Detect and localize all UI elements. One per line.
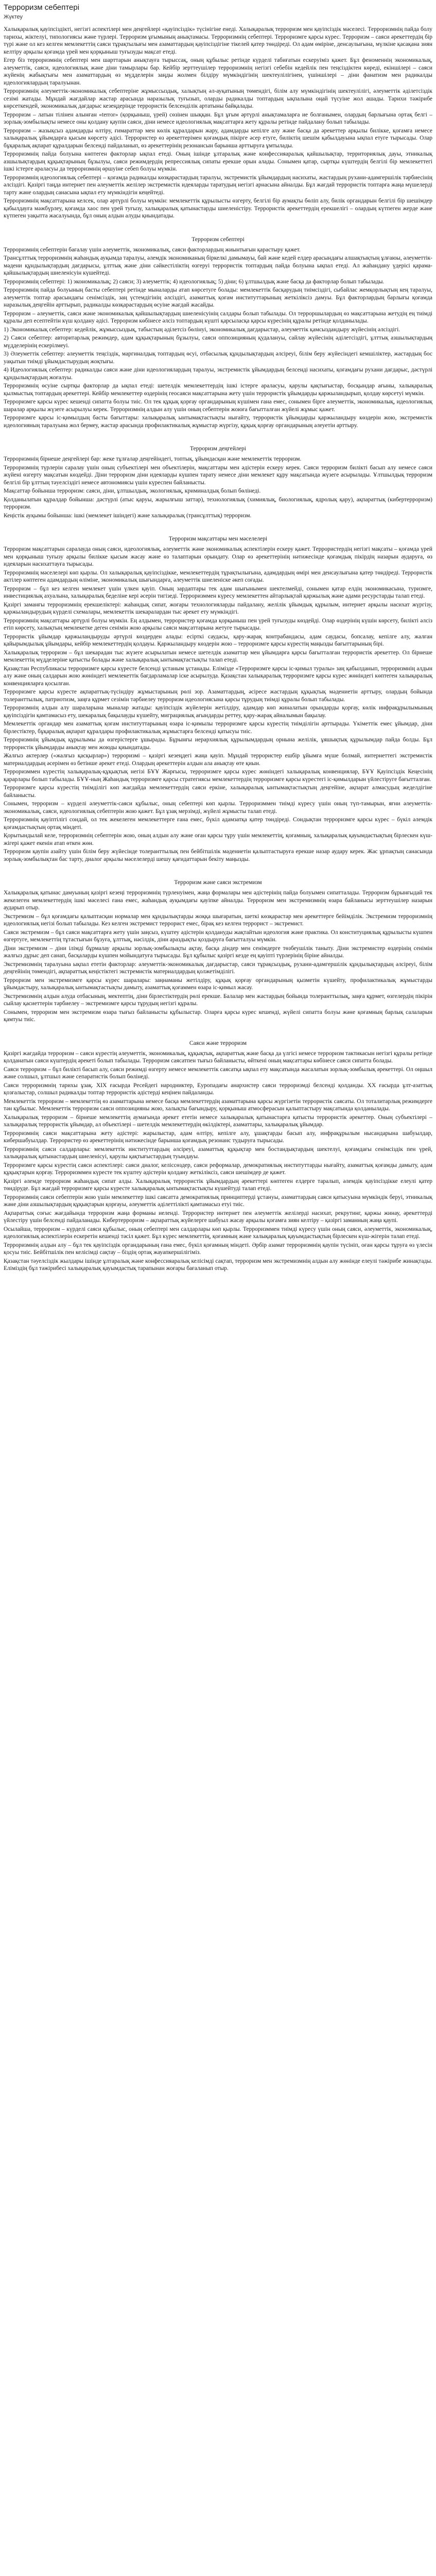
paragraph: Кеңістік ауқымы бойынша: ішкі (мемлекет ішіндегі) және халықаралық (трансұлттық) терроризм. bbox=[4, 512, 252, 519]
section-heading: Терроризм және саяси экстремизм bbox=[174, 879, 262, 886]
paragraph: Жалғыз актерлер («жалғыз қасқырлар») терроризмі – қазіргі кезеңдегі жаңа қауіп. Мұндай террористер ешбір ұйымға мүше болмай, интернеттегі экстремистік материалдардың әсерімен өз бетінше әрекет етеді. Олардың әрекеттерін алдын ала анықтау өте қиын. bbox=[4, 753, 432, 767]
paragraph: Терроризмнің идеологиялық себептері – қоғамда радикалды көзқарастардың таралуы, экстремистік ұйымдардың насихаты, жастардың рухани-адамгершілік тәрбиесінің әлсіздігі. Қазіргі таңда интернет пен әлеуметтік желілер экстремистік идеяларды таратудың негізгі арнасына айналды. Бұл жағдай террористік топтарға жаңа мүшелерді тарту және олардың санасына ықпал ету мүмкіндігін кеңейтеді. bbox=[4, 174, 432, 196]
paragraph: 4) Идеологиялық себептер: радикалды саяси және діни идеологиялардың таралуы, экстремистік ұйымдардың белсенді насихаты, қоғамдағы рухани дағдарыс, дәстүрлі құндылықтардың жоғалуы. bbox=[4, 367, 432, 381]
paragraph: Терроризмнің өсуіне сыртқы факторлар да ықпал етеді: шетелдік мемлекеттердің ішкі істерге араласуы, қарулы қақтығыстар, босқындар ағыны, халықаралық қылмыстық топтардың әрекеттері. Кейбір мемлекеттер өздерінің геосаяси мақсаттарына жету үшін террористік ұйымдарды қаржыландырып, қолдау көрсетуі мүмкін. bbox=[4, 383, 432, 397]
document-section bbox=[4, 1039, 432, 1273]
paragraph: Халықаралық қатынас дамуының қазіргі кезеңі терроризмнің түрленуімен, жаңа формалары мен әдістерінің пайда болуымен сипатталады. Терроризм бұрынғыдай тек жекелеген мемлекеттердің ішкі мәселесі ғана емес, жаһандық ауқымдағы қауіпке айналды. Терроризм мен экстремизмнің өзара байланысы зерттеушілер назарын аударып отыр. bbox=[4, 890, 432, 911]
paragraph: Халықаралық қауіпсіздікті, негізгі аспектілері мен деңгейлері «қауіпсіздік» түсінігіне енеді. Халықаралық терроризм мен қауіпсіздік мәселесі. Терроризмнің пайда болу тарихы, жіктелуі, типологиясы және түрлері. Терроризм ұғымының анықтамасы. Терроризмнің себептері. Терроризмге қарсы күрес. Терроризм – саяси әрекеттердің бір түрі және ол кез келген мемлекеттің саяси тұрақтылығы мен азаматтардың қауіпсіздігіне тікелей қатер төндіреді. Ол адам өміріне, денсаулығына, мүлкіне қасақана зиян келтіру арқылы қоғамда үрей мен қорқыныш туғызуды мақсат етеді. bbox=[4, 26, 432, 55]
section-heading: Саяси және терроризм bbox=[189, 1039, 247, 1046]
paragraph: Терроризмнің мақсаттары әртүрлі болуы мүмкін. Ең алдымен, террористер қоғамда қорқыныш пен үрей туғызуды көздейді. Олар өздерінің күшін көрсету, билікті әлсіз етіп көрсету, халықтың мемлекетке деген сенімін жою арқылы саяси мақсаттарына жетуге тырысады. bbox=[4, 617, 432, 631]
paragraph: Терроризмнің саяси салдарлары: мемлекеттік институттардың әлсіреуі, азаматтық құқықтар мен бостандықтардың шектелуі, қоғамдағы сенімсіздік пен үрей, халықаралық қатынастардың шиеленісуі, қарулы қақтығыстардың туындауы. bbox=[4, 1146, 432, 1160]
paragraph: Терроризмнің саяси мақсаттарына жету әдістері: жарылыстар, адам өлтіру, кепілге алу, ұшақтарды басып алу, инфрақұрылым нысандарына шабуылдар, кибершабуылдар. Террористер өз әрекеттерінің нәтижесінде барынша қоғамдық резонанс тудыруға тырысады. bbox=[4, 1130, 432, 1144]
paragraph: Терроризм – латын тілінен алынған «terror» (қорқыныш, үрей) сөзінен шыққан. Бұл ұғым әртүрлі анықтамаларға ие болғанымен, олардың барлығына ортақ белгі – зорлық-зомбылықты немесе оны қолдану қаупін саяси, діни немесе идеологиялық мақсаттарға жету құралы ретінде пайдалану болып табылады. bbox=[4, 111, 432, 125]
paragraph: Терроризмнің мәселелері көп қырлы. Ол халықаралық қауіпсіздікке, мемлекеттердің тұрақтылығына, адамдардың өмірі мен денсаулығына қатер төндіреді. Террористік актілер көптеген адамдардың өліміне, экономикалық шығындарға, әлеуметтік шиеленіске әкеп соғады. bbox=[4, 569, 432, 583]
document-section bbox=[4, 26, 432, 220]
paragraph: Қазақстан Республикасы терроризмге қарсы күресте белсенді ұстаным ұстанады. Елімізде «Терроризмге қарсы іс-қимыл туралы» заң қабылданып, терроризмнің алдын алу және оның салдарын жою жөніндегі мемлекеттік бағдарламалар іске асырылуда. Қазақстан халықаралық терроризмге қарсы күрес жөніндегі көптеген халықаралық конвенцияларға қосылған. bbox=[4, 665, 432, 687]
paragraph: Экстремизмнің алдын алуда отбасының, мектептің, діни бірлестіктердің рөлі ерекше. Балалар мен жастардың бойында толеранттылық, заңға құрмет, өзгелердің пікірін сыйлау қасиеттерін тәрбиелеу – экстремизмге қарсы тұрудың негізгі құралы. bbox=[4, 993, 432, 1007]
paragraph: Саяси терроризм – бұл билікті басып алу, саяси режимді өзгерту немесе мемлекеттік саясатқа ықпал ету мақсатында жасалатын зорлық-зомбылық әрекеттері. Ол оңшыл және солшыл, ұлтшыл және сепаратистік болып бөлінеді. bbox=[4, 1066, 432, 1080]
document-section bbox=[4, 878, 432, 1024]
paragraph: Терроризм қаупін азайту үшін білім беру жүйесінде толеранттылық пен бейбітшілік мәдениетін қалыптастыруға ерекше назар аудару керек. Жас ұрпақтың санасында зорлық-зомбылықтан бас тарту, диалог арқылы мәселелерді шешу қағидаттарын бекіту маңызды. bbox=[4, 849, 432, 862]
paragraph: Ақпараттық соғыс жағдайында терроризм жаңа форманы иеленді. Террористер интернет пен әлеуметтік желілерді насихат, рекрутинг, қаржы жинау, әрекеттерді үйлестіру үшін белсенді пайдаланады. Кибертерроризм – ақпараттық жүйелерге шабуыл жасау арқылы қоғамға зиян келтіру – қазіргі заманның жаңа қаупі. bbox=[4, 1210, 432, 1224]
paragraph: Қазіргі жағдайда терроризм – саяси күрестің әлеуметтік, экономикалық, құқықтық, ақпараттық және басқа да үлгісі немесе терроризм тактикасын негізгі құралы ретінде қолданатын саяси күштердің әрекеті болып табылады. Терроризм саясатпен тығыз байланысты, өйткені оның мақсаттары көбінесе саяси сипатта болады. bbox=[4, 1050, 432, 1064]
paragraph: Діни экстремизм – діни ілімді бұрмалау арқылы зорлық-зомбылықты ақтау, басқа діндер мен сенімдерге төзбеушілік таныту. Діни экстремистер өздерінің сенімін жалғыз дұрыс деп санап, басқаларды күшпен мойындатуға тырысады. Бұл құбылыс қазіргі кезде ең қауіпті түрлерінің біріне айналды. bbox=[4, 945, 432, 959]
paragraph: Террористік ұйымдар қаржыландыруды әртүрлі көздерден алады: есірткі саудасы, қару-жарақ контрабандасы, адам саудасы, бопсалау, кепілге алу, жалған қайырымдылық ұйымдары, кейбір мемлекеттердің қолдауы. Қаржыландыру көздерін жою – терроризмге қарсы күрестің маңызды бағыттарының бірі. bbox=[4, 633, 432, 647]
paragraph: Терроризмнің алдын алу – бұл тек қауіпсіздік органдарының ғана емес, бүкіл қоғамның міндеті. Әрбір азамат терроризмнің қаупін түсініп, оған қарсы тұруға өз үлесін қосуы тиіс. Бейбітшілік пен келісімді сақтау – біздің ортақ жауапкершілігіміз. bbox=[4, 1242, 432, 1256]
paragraph: Экстремизмнің таралуына ықпал ететін факторлар: әлеуметтік-экономикалық дағдарыстар, саяси тұрақсыздық, рухани-адамгершілік құндылықтардың әлсіреуі, білім деңгейінің төмендігі, ақпараттық кеңістіктегі экстремистік материалдардың қолжетімділігі. bbox=[4, 961, 432, 975]
paragraph: 2) Саяси себептер: авторитарлық режимдер, адам құқықтарының бұзылуы, саяси оппозицияның қудалануы, сайлау жүйесінің әділетсіздігі, ұлттық азшылықтардың мүдделерінің ескерілмеуі. bbox=[4, 335, 432, 349]
paragraph: Терроризмнің саяси себептерін жою үшін мемлекеттер ішкі саясатта демократиялық принциптерді ұстануы, азаматтардың саяси қатысуына мүмкіндік беруі, этникалық және діни азшылықтардың құқықтарын қорғауы, әлеуметтік әділеттілікті қамтамасыз етуі тиіс. bbox=[4, 1194, 432, 1208]
paragraph: Терроризмге қарсы күрестің тиімділігі көп жағдайда мемлекеттердің саяси еркіне, халықаралық ынтымақтастықтың деңгейіне, ақпарат алмасудың жеделдігіне байланысты. bbox=[4, 785, 432, 799]
paragraph: Терроризм – әлеуметтік, саяси және экономикалық қайшылықтардың шиеленісуінің салдары болып табылады. Ол терроршылардың өз мақсаттарына жетудің ең тиімді құралы деп есептейтін күш қолдану әдісі. Терроризм көбінесе әлсіз топтардың күшті қарсыласқа қарсы күресінің құралы ретінде қолданылады. bbox=[4, 310, 432, 324]
paragraph: Қолданылатын құралдар бойынша: дәстүрлі (атыс қаруы, жарылғыш заттар), технологиялық (химиялық, биологиялық, ядролық қару), ақпараттық (кибертерроризм) терроризм. bbox=[4, 496, 432, 510]
document-section bbox=[4, 235, 432, 430]
paragraph: Мемлекеттік органдар мен азаматтық қоғам институттарының өзара іс-қимылы терроризмге қарсы күрестің тиімділігін арттырады. Үкіметтік емес ұйымдар, діни бірлестіктер, бұқаралық ақпарат құралдары профилактикалық жұмыстарға белсенді қатысуы тиіс. bbox=[4, 721, 432, 735]
paragraph: Терроризмге қарсы күресте ақпараттық-түсіндіру жұмыстарының рөлі зор. Азаматтардың, әсіресе жастардың құқықтық мәдениетін арттыру, олардың бойында толеранттылық, патриотизм, заңға құрмет сезімін тәрбиелеу терроризм идеологиясына қарсы тұрудың тиімді құралы болып табылады. bbox=[4, 689, 432, 703]
section-heading: Терроризм мақсаттары мен мәселелері bbox=[168, 535, 268, 542]
paragraph: Терроризмнің бірнеше деңгейлері бар: жеке тұлғалар деңгейіндегі, топтық, ұйымдасқан және мемлекеттік терроризм. bbox=[4, 456, 302, 462]
paragraph: Терроризмнің пайда болуына көптеген факторлар ықпал етеді. Оның ішінде ұлтаралық және конфессияаралық қайшылықтар, территориялық дауы, этникалық азшылықтардың құқықтарының бұзылуы, саяси режимдердің репрессиялық сипаты ерекше орын алады. Сонымен қатар, сыртқы күштердің белгілі бір мемлекеттегі ішкі істерге араласуы да терроризмнің өршуіне себеп болуы мүмкін. bbox=[4, 151, 432, 172]
paragraph: Трансұлттық терроризмнің жаһандық ауқымда таралуы, әлемдік экономиканың біркелкі дамымауы, бай және кедей елдер арасындағы алшақтықтың ұлғаюы, әлеуметтік-мәдени құндылықтардың дағдарысы, ұлттық және діни сәйкестіліктің өзгеруі террористік топтардың пайда болуына ықпал етеді. Ал жаһандану үдерісі қарама-қайшылықтардың шиеленісуін күшейтеді. bbox=[4, 255, 432, 276]
paragraph: Терроризмге қарсы күрестің саяси аспектілері: саяси диалог, келіссөздер, саяси реформалар, демократиялық институттарды нығайту, азаматтық қоғамды дамыту, адам құқықтарын қорғау. Терроризммен күресте тек күштеу әдістерін қолдану жеткіліксіз, саяси шешімдер де қажет. bbox=[4, 1162, 432, 1176]
paragraph: Терроризмге қарсы іс-қимылдың басты бағыттары: халықаралық ынтымақтастықты нығайту, террористік ұйымдарды қаржыландыру көздерін жою, экстремистік идеологияның таралуына жол бермеу, жастар арасында профилактикалық жұмыстар жүргізу, құқық қорғау органдарының әлеуетін арттыру. bbox=[4, 415, 432, 429]
paragraph: Саяси терроризмнің тарихы ұзақ. XIX ғасырда Ресейдегі народниктер, Еуропадағы анархистер саяси терроризмді белсенді қолданды. XX ғасырда ұлт-азаттық қозғалыстар, солшыл радикалды топтар террористік әдістерді кеңінен пайдаланды. bbox=[4, 1082, 432, 1096]
paragraph: Қазіргі заманғы терроризмнің ерекшеліктері: жаһандық сипат, жоғары технологияларды пайдалану, желілік ұйымдық құрылым, интернет арқылы насихат жүргізу, қаржыландырудың күрделі схемалары, мемлекеттік шекаралардан тыс әрекет ету мүмкіндігі. bbox=[4, 601, 432, 615]
paragraph: Терроризмге қарсы күрес кешенді сипатта болуы тиіс. Ол тек құқық қорғау органдарының күшімен ғана емес, сонымен бірге әлеуметтік, экономикалық, идеологиялық шаралар арқылы жүзеге асырылуы керек. Терроризмнің алдын алу үшін оның себептерін жоюға бағытталған жүйелі жұмыс қажет. bbox=[4, 399, 432, 413]
paragraph: Саяси экстремизм – бұл саяси мақсаттарға жету үшін заңсыз, күштеу әдістерін қолдануды жақтайтын идеология және практика. Ол конституциялық құрылысты күшпен өзгертуге, мемлекеттің тұтастығын бұзуға, ұлттық, нәсілдік, діни араздықты қоздыруға бағытталуы мүмкін. bbox=[4, 929, 432, 943]
paragraph: Экстремизм – бұл қоғамдағы қалыптасқан нормалар мен құндылықтарды жоққа шығаратын, шеткі көзқарастар мен әрекеттерге бейімділік. Экстремизм терроризмнің идеологиялық негізі болып табылады. Кез келген экстремист террорист емес, бірақ кез келген террорист – экстремист. bbox=[4, 913, 432, 927]
paragraph: Терроризмнің алдын алу шараларына мыналар жатады: қауіпсіздік жүйелерін жетілдіру, адамдар көп жиналатын орындарды қорғау, көлік инфрақұрылымының қауіпсіздігін қамтамасыз ету, шекаралық бақылауды күшейту, миграциялық ағындарды реттеу, қару-жарақ айналымын бақылау. bbox=[4, 705, 432, 719]
paragraph: Мемлекеттік терроризм – мемлекеттің өз азаматтарына немесе басқа мемлекеттердің азаматтарына қарсы жүргізетін террористік саясаты. Ол тоталитарлық режимдерге тән құбылыс. Мемлекеттік терроризм саяси оппозицияны жою, халықты бағындыру, қорқыныш атмосферасын қалыптастыру мақсатында қолданылады. bbox=[4, 1098, 432, 1112]
paragraph: 3) Әлеуметтік себептер: әлеуметтік теңсіздік, маргиналдық топтардың өсуі, отбасылық құндылықтардың әлсіреуі, білім беру жүйесіндегі кемшіліктер, жастардың бос уақытын тиімді ұйымдастырудың жоқтығы. bbox=[4, 351, 432, 365]
paragraph: Терроризм мақсаттарын саралауда оның саяси, идеологиялық, әлеуметтік және экономикалық аспектілерін ескеру қажет. Террористердің негізгі мақсаты – қоғамда үрей мен қорқыныш туғызу арқылы билікке қысым жасау және өз талаптарын орындату. Олар өз әрекеттерінің нәтижесінде қоғамдық пікірдің назарын аударуға, өз идеяларын насихаттауға тырысады. bbox=[4, 546, 432, 567]
paragraph: Сонымен, терроризм – күрделі әлеуметтік-саяси құбылыс, оның себептері көп қырлы. Терроризммен тиімді күресу үшін оның түп-тамырын, яғни әлеуметтік-экономикалық, саяси, идеологиялық себептерін жою қажет. Бұл ұзақ мерзімді, жүйелі жұмысты талап етеді. bbox=[4, 801, 432, 815]
paragraph: Сонымен, терроризм мен экстремизм өзара тығыз байланысты құбылыстар. Оларға қарсы күрес кешенді, жүйелі сипатта болуы және қоғамның барлық салаларын қамтуы тиіс. bbox=[4, 1009, 432, 1023]
paragraph: Терроризм – жазықсыз адамдарды өлтіру, ғимараттар мен көлік құралдарын жару, адамдарды кепілге алу және басқа да әрекеттер арқылы билікке, қоғамға немесе халықаралық ұйымдарға қысым көрсету әдісі. Террористер өз әрекеттерімен қоғамдық пікірге әсер етуге, биліктің шешім қабылдауына ықпал етуге тырысады. Олар бұқаралық ақпарат құралдарын белсенді пайдаланып, өз әрекеттерінің резонансын барынша арттыруға ұмтылады. bbox=[4, 127, 432, 149]
paragraph: Терроризмнің әлеуметтік-экономикалық себептеріне жұмыссыздық, халықтың әл-ауқатының төмендігі, білім алу мүмкіндігінің шектеулілігі, әлеуметтік әділетсіздік сезімі жатады. Мұндай жағдайлар жастар арасында наразылық туғызып, оларды радикалды топтардың ықпалына оңай түсуіне жол ашады. Тарихи тәжірибе көрсеткендей, экономикалық дағдарыс кезеңдерінде террористік белсенділік артатыны байқалады. bbox=[4, 88, 432, 109]
paragraph: Мақсаттар бойынша терроризм: саяси, діни, ұлтшылдық, экологиялық, криминалдық болып бөлінеді. bbox=[4, 488, 261, 494]
paragraph: Терроризмнің қауіптілігі сондай, ол тек жекелеген мемлекеттерге ғана емес, бүкіл адамзатқа қатер төндіреді. Сондықтан терроризмге қарсы күрес – бүкіл әлемдік қоғамдастықтың ортақ міндеті. bbox=[4, 817, 432, 831]
paragraph: Терроризмнің себептерін бағалау үшін әлеуметтік, экономикалық, саяси факторлардың жиынтығын қарастыру қажет. bbox=[4, 246, 301, 253]
document-section bbox=[4, 445, 432, 519]
section-heading: Терроризм себептері bbox=[191, 235, 245, 243]
document-body bbox=[4, 26, 432, 1273]
paragraph: Терроризм мен экстремизмге қарсы күрес шаралары: заңнаманы жетілдіру, құқық қорғау органдарының қызметін күшейту, профилактикалық жұмыстарды ұйымдастыру, халықаралық ынтымақтастықты дамыту, азаматтық қоғаммен өзара іс-қимыл жасау. bbox=[4, 977, 432, 991]
paragraph: 1) Экономикалық себептер: кедейлік, жұмыссыздық, табыстың әділетсіз бөлінуі, экономикалық дағдарыстар, әлеуметтік қамсыздандыру жүйесінің әлсіздігі. bbox=[4, 326, 400, 333]
paragraph: Қазіргі әлемде терроризм жаһандық сипат алды. Халықаралық террористік ұйымдардың әрекеттері көптеген елдерге таралып, әлемдік қауіпсіздікке елеулі қатер төндіруде. Бұл жағдай терроризмге қарсы күресте халықаралық ынтымақтастықты күшейтуді талап етеді. bbox=[4, 1178, 432, 1192]
paragraph: Терроризмнің себептері: 1) экономикалық; 2) саяси; 3) әлеуметтік; 4) идеологиялық; 5) діни; 6) ұлтшылдық және басқа да факторлар болып табылады. bbox=[4, 278, 385, 285]
paragraph: Терроризмнің мақсаттарына келсек, олар әртүрлі болуы мүмкін: мемлекеттік құрылысты өзгерту, белгілі бір аумақты бөліп алу, билік органдарын белгілі бір шешімдер қабылдауға мәжбүрлеу, қоғамда хаос пен үрей туғызу, халықаралық қатынастарды шиеленістіру. Террористік әрекеттердің ерекшелігі – олардың күтпеген жерде және күтпеген уақытта жасалуында, бұл оның алдын алуды қиындатады. bbox=[4, 198, 432, 219]
paragraph: Терроризмнің ұйымдық құрылымы да өзгерістерге ұшырады. Бұрынғы иерархиялық құрылымдардың орнына желілік, ұяшықтық құрылымдар пайда болды. Бұл террористік ұйымдарды анықтау мен жоюды қиындатады. bbox=[4, 737, 432, 751]
paragraph: Осылайша, терроризм – күрделі саяси құбылыс, оның себептері мен салдарлары көп қырлы. Терроризммен тиімді күресу үшін оның саяси, әлеуметтік, экономикалық, идеологиялық аспектілерін ескеретін кешенді тәсіл қажет. Бұл күрес мемлекеттің, қоғамның және халықаралық қауымдастықтың бірлескен күш-жігерін талап етеді. bbox=[4, 1226, 432, 1240]
document-section bbox=[4, 535, 432, 863]
paragraph: Егер біз терроризмнің себептері мен шарттарын анықтауға тырыссақ, оның құбылыс ретінде күрделі табиғатын ескеруіміз қажет. Бұл феноменнің экономикалық, әлеуметтік, саяси, идеологиялық және діни тамырлары бар. Кейбір зерттеушілер терроризмнің негізгі себебін кедейлік пен теңсіздіктен көреді, екіншілері – саяси жүйенің жабықтығы мен азаматтардың өз мүдделерін заңды жолмен білдіру мүмкіндігінің шектеулілігінен, үшіншілері – діни фанатизм мен радикалды идеологиялардың таралуынан. bbox=[4, 57, 432, 86]
paragraph: Халықаралық терроризм – бірнеше мемлекеттің аумағында әрекет ететін немесе халықаралық қатынастарға қатысты террористік әрекеттер. Оның субъектілері – халықаралық террористік ұйымдар, ал объектілері – шетелдік мемлекеттердің өкілдіктері, азаматтары, халықаралық ұйымдар. bbox=[4, 1114, 432, 1128]
section-heading: Терроризм деңгейлері bbox=[190, 445, 246, 452]
paragraph: Терроризмнің түрлерін саралау үшін оның субъектілері мен объектілерін, мақсаттары мен әдістерін ескеру керек. Саяси терроризм билікті басып алу немесе саяси жүйені өзгерту мақсатын көздейді. Діни терроризм діни идеяларды күшпен тарату немесе діни мемлекет құру мақсатында жүзеге асырылады. Ұлтшылдық терроризм белгілі бір ұлттың тәуелсіздігі немесе автономиясы үшін күреспен байланысты. bbox=[4, 464, 432, 486]
document-title: Терроризм себептері bbox=[4, 3, 80, 12]
paragraph: Қазақстан тәуелсіздік жылдары ішінде ұлтаралық және конфессияаралық келісімді сақтап, терроризм мен экстремизмнің алдын алу жөнінде елеулі тәжірибе жинақтады. Еліміздің бұл тәжірибесі халықаралық қауымдастық тарапынан жоғары бағаланып отыр. bbox=[4, 1258, 432, 1272]
paragraph: Қорытындылай келе, терроризмнің себептерін жою, оның алдын алу және оған қарсы тұру үшін мемлекеттің, қоғамның, халықаралық қауымдастықтың бірлескен күш-жігері қажет екенін атап өткен жөн. bbox=[4, 833, 432, 846]
paragraph: Халықаралық терроризм – бұл шекарадан тыс жүзеге асырылатын немесе шетелдік азаматтар мен ұйымдарға қарсы бағытталған террористік әрекеттер. Ол бірнеше мемлекеттің мүдделеріне қатысты болады және халықаралық ынтымақтастықты талап етеді. bbox=[4, 649, 432, 663]
paragraph: Терроризмнің пайда болуының басты себептері ретінде мыналарды атап көрсетуге болады: мемлекеттік басқарудың тиімсіздігі, сыбайлас жемқорлықтың кең таралуы, әлеуметтік топтар арасындағы сенімсіздік, заң үстемдігінің әлсіздігі, азаматтық қоғам институттарының жеткіліксіз дамуы. Бұл факторлардың барлығы қоғамда наразылық деңгейін арттырып, радикалды көзқарастардың өсуіне жағдай жасайды. bbox=[4, 287, 432, 308]
paragraph: Терроризммен күрестің халықаралық-құқықтық негізі БҰҰ Жарғысы, терроризмге қарсы күрес жөніндегі халықаралық конвенциялар, БҰҰ Қауіпсіздік Кеңесінің қарарлары болып табылады. БҰҰ-ның Жаһандық терроризмге қарсы стратегиясы мемлекеттердің терроризмге қарсы күрестегі іс-қимылдарын үйлестіруге бағытталған. bbox=[4, 769, 432, 783]
paragraph: Терроризм – бұл кез келген мемлекет үшін үлкен қауіп. Оның зардаптары тек адам шығынымен шектелмейді, сонымен қатар елдің экономикасына, туризмге, инвестициялық ахуалына, халықаралық беделіне кері әсерін тигізеді. Терроризммен күресу мемлекеттен айтарлықтай қаржылық және адами ресурстарды талап етеді. bbox=[4, 585, 432, 599]
document-page bbox=[0, 0, 436, 1273]
document-subtitle: Жүктеу bbox=[4, 14, 23, 20]
